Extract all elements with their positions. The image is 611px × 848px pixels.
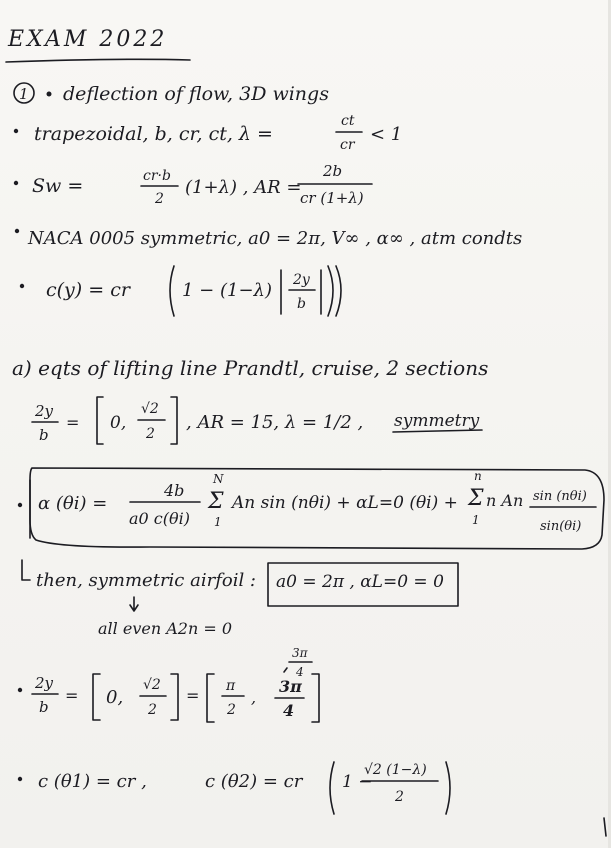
bracket-right xyxy=(171,397,177,444)
arrow-note: all even A2n = 0 xyxy=(98,619,233,638)
a2-sqrt-den: 2 xyxy=(146,426,155,442)
b1-sqrt-num: √2 xyxy=(143,677,161,693)
comma: , xyxy=(251,688,257,707)
b1-pi-den: 2 xyxy=(227,702,236,718)
line-5-num: 2y xyxy=(293,272,310,288)
eq-frac-den: a0 c(θi) xyxy=(129,509,190,528)
bullet-dot xyxy=(14,181,18,185)
line-5-den: b xyxy=(297,296,306,312)
b1-left: 0, xyxy=(106,687,124,708)
line-3-den2: cr (1+λ) xyxy=(300,189,364,207)
bracket-right xyxy=(312,674,319,722)
b1-3pi-num: 3π xyxy=(279,677,302,696)
sum-symbol-2: Σ xyxy=(468,486,484,511)
bullet-dot xyxy=(14,129,18,133)
section-a-heading: a) eqts of lifting line Prandtl, cruise, 2 sections xyxy=(12,356,489,380)
item-number: 1 xyxy=(19,85,29,103)
title-underline xyxy=(6,59,190,62)
eq-frac2-den: sin(θi) xyxy=(540,519,582,534)
b1-above-num: 3π xyxy=(292,646,308,660)
eq-sum2-top: n xyxy=(474,469,482,483)
b1-num: 2y xyxy=(35,674,54,692)
line-3-num2: 2b xyxy=(323,162,343,180)
b1-pi-num: π xyxy=(226,678,236,694)
b1-3pi-den: 4 xyxy=(283,701,295,720)
eq-sum-bot: 1 xyxy=(214,515,222,529)
paren-right xyxy=(328,266,333,316)
a2-symmetry: symmetry xyxy=(394,411,480,431)
c1-den: 2 xyxy=(395,789,404,805)
a2-den: b xyxy=(39,426,49,444)
a2-num: 2y xyxy=(35,402,54,420)
bracket-left xyxy=(207,674,214,722)
arrow-hook xyxy=(22,560,30,580)
line-2-text: trapezoidal, b, cr, ct, λ = xyxy=(34,123,273,145)
line-3-num: cr·b xyxy=(143,168,171,184)
equals: = xyxy=(66,413,80,432)
b1-sqrt-den: 2 xyxy=(148,702,157,718)
small-arrow xyxy=(284,668,287,672)
b1-den: b xyxy=(39,698,49,716)
equals: = xyxy=(186,686,200,705)
line-4: NACA 0005 symmetric, a0 = 2π, V∞ , α∞ , atm condts xyxy=(28,228,523,249)
bracket-left xyxy=(97,397,103,444)
line-3-den: 2 xyxy=(155,191,164,207)
line-3-mid: (1+λ) , AR = xyxy=(185,177,302,198)
a2-bracket-0: 0, xyxy=(110,413,127,433)
bullet-dot xyxy=(18,777,22,781)
line-1: deflection of flow, 3D wings xyxy=(63,83,329,105)
paren-left xyxy=(330,762,334,814)
margin-mark xyxy=(604,818,606,836)
eq-lhs: α (θi) = xyxy=(38,493,108,514)
line-5-b: 1 − (1−λ) xyxy=(182,280,272,301)
line-3-sw: Sw = xyxy=(32,175,84,197)
c1-a: c (θ1) = cr , xyxy=(38,771,147,792)
c1-in: 1 − xyxy=(342,772,373,792)
bullet-dot xyxy=(18,503,22,507)
line-5-a: c(y) = cr xyxy=(46,279,130,301)
c1-b: c (θ2) = cr xyxy=(205,771,303,792)
equals: = xyxy=(65,686,79,705)
down-arrow-icon xyxy=(130,597,138,611)
b1-above-den: 4 xyxy=(296,665,304,679)
then-text: then, symmetric airfoil : xyxy=(36,570,256,591)
line-2-frac-den: cr xyxy=(340,137,355,153)
paren-right xyxy=(446,762,450,814)
then-box-text: a0 = 2π , αL=0 = 0 xyxy=(276,572,444,592)
eq-frac2-num: sin (nθi) xyxy=(533,489,587,504)
sum-symbol: Σ xyxy=(208,489,224,514)
bullet-dot xyxy=(20,284,24,288)
paren-left xyxy=(170,266,174,316)
bullet-dot xyxy=(47,92,52,97)
c1-num: √2 (1−λ) xyxy=(364,762,427,778)
a2-rest: , AR = 15, λ = 1/2 , xyxy=(186,412,364,433)
paren-right-2 xyxy=(336,266,341,316)
eq-frac-num: 4b xyxy=(164,481,185,500)
a2-sqrt-num: √2 xyxy=(141,401,159,417)
page-title: EXAM 2022 xyxy=(8,27,168,52)
eq-term2: n An xyxy=(486,491,524,510)
bracket-left xyxy=(93,674,100,720)
line-2-frac-num: ct xyxy=(341,113,355,129)
bullet-dot xyxy=(18,688,22,692)
bullet-dot xyxy=(15,229,19,233)
eq-sum2-bot: 1 xyxy=(472,513,480,527)
bracket-right xyxy=(171,674,178,720)
eq-sum-top: N xyxy=(213,472,224,486)
line-2-end: < 1 xyxy=(370,124,403,145)
eq-term1: An sin (nθi) + αL=0 (θi) + xyxy=(232,493,458,513)
